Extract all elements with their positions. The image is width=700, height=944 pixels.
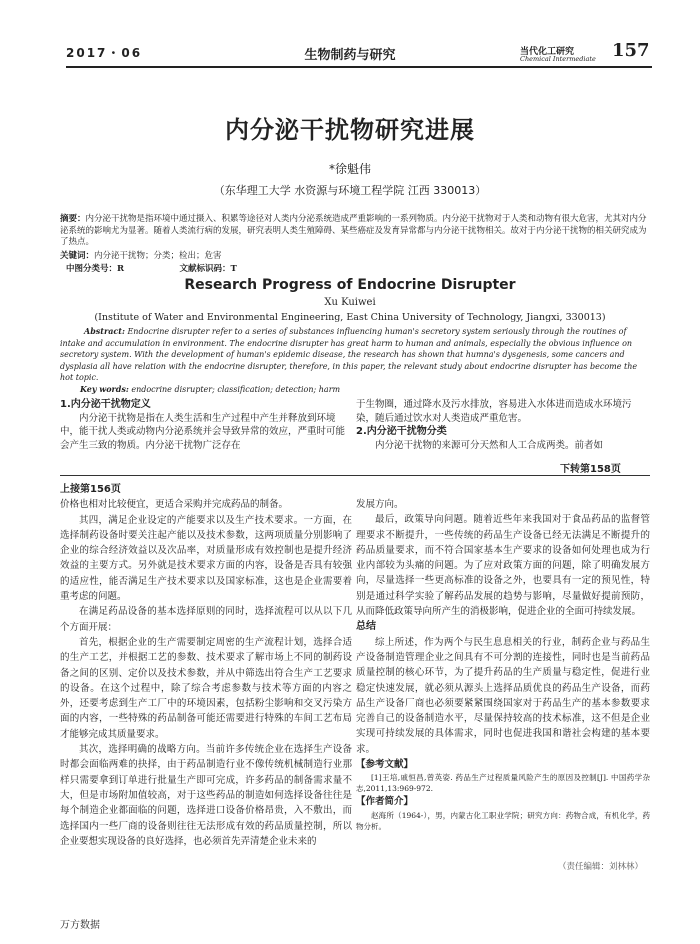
summary-text: 综上所述，作为两个与民生息息相关的行业，制药企业与药品生产设备制造管理企业之间具有不可分割的连接性，同时也是当前药品质量控制的核心环节，为了提升药品的生产质量与稳定性，促进行业稳定快速发展，就必须从源头上选择品质优良的药品生产设备，而药品生产设备厂商也必须要紧紧围绕国家对于药品生产的基本参数要求完善自己的设备制造水平，尽量保持较高的技术标准，这不但是企业实现可持续发展的具体需求，同时也促进我国和谐社会构建的基本要求。: [356, 636, 650, 755]
reference-item: [1]王培,戚恒昌,曾英姿. 药品生产过程质量风险产生的原因及控制[J]. 中国药学杂志,2011,13:969-972.: [356, 773, 650, 794]
journal-name-cn: 当代化工研究: [520, 47, 575, 57]
article-title-cn: 内分泌干扰物研究进展: [225, 116, 475, 144]
section-2-text: 内分泌干扰物的来源可分天然和人工合成两类。前者如: [375, 439, 604, 451]
bottom-left-column: [60, 482, 352, 849]
doc-code-label: 文献标识码：: [179, 264, 231, 274]
keywords-en-label: Key words:: [80, 384, 129, 394]
clc-label: 中图分类号：: [66, 264, 118, 274]
header-divider: [66, 66, 652, 68]
paragraph: 首先，根据企业的生产需要制定周密的生产流程计划，选择合适的生产工艺，并根据工艺的参数、技术要求了解市场上不同的制药设备之间的区别、定价以及技术参数，并从中筛选出符合生产工艺要求的设备。在这个过程中，除了综合考虑参数与技术等方面的内容之外，还要考虑到生产工厂中的环境因素，包括粉尘影响和交叉污染方面的内容，一些特殊的药品制备可能还需要进行特殊的车间工艺布局才能够完成其质量要求。: [60, 636, 352, 740]
abstract-en-label: Abstract:: [84, 326, 125, 336]
paragraph: 在满足药品设备的基本选择原则的同时，选择流程可以从以下几个方面开展：: [60, 606, 352, 633]
keywords-text: 内分泌干扰物；分类；检出；危害: [94, 251, 222, 261]
page-number: 157: [612, 40, 650, 61]
section-1-heading: 1.内分泌干扰物定义: [60, 399, 151, 410]
summary-heading: 总结: [356, 621, 376, 633]
abstract-en-text: Endocrine disrupter refer to a series of substances influencing human's secretory system seriously through the routines of intake and accumulation in environment. The endocrine disrupter has great harm to human and animals, especially the obvious influence on secretory system. With the development of human's epidemic disease, the research has shown that humna's dysgenesis, some cancers and dysplasia all have relation with the endocrine disrupter, therefore, in this paper, the relevant study about endocrine disrupter has become the hot topic.: [60, 327, 638, 382]
continued-from-label: 上接第156页: [60, 484, 121, 495]
keywords-en: [80, 384, 340, 394]
top-left-column: [60, 398, 352, 452]
mid-divider: [60, 475, 650, 476]
continued-to-label: 下转第158页: [560, 464, 621, 475]
paragraph: 其次，选择明确的战略方向。当前许多传统企业在选择生产设备时都会面临两难的抉择，由于药品制造行业不像传统机械制造行业那样只需要拿到订单进行批量生产即可完成，许多药品的制备需求量不大，但是市场附加值较高，对于这些药品的制造如何选择设备往往是每个制造企业都面临的问题，选择进口设备价格昂贵，入不敷出，而选择国内一些厂商的设备则往往无法形成有效的药品质量控制，所以企业要想实现设备的良好选择，也必须首先弄清楚企业未来的: [60, 744, 352, 847]
issue-label: 2017・06: [66, 46, 143, 60]
section-title: 生物制药与研究: [304, 48, 396, 63]
abstract-label: 摘要：: [60, 214, 86, 224]
author-bio-text: 赵海所（1964-），男，内蒙古化工职业学院；研究方向：药物合成，有机化学，药物分析。: [356, 810, 650, 831]
article-title-en: Research Progress of Endocrine Disrupter: [184, 277, 516, 293]
paragraph: 其四，满足企业设定的产能要求以及生产技术要求。一方面，在选择制药设备时要关注起产能以及技术参数，这两项质量分别影响了企业的综合经济效益以及次品率，对质量形成有效控制也是提升经济效益的主要方式。另外就是技术要求方面的内容，设备是否具有较强的适应性，能否满足生产技术要求以及国家标准，这也是企业需要着重考虑的问题。: [60, 514, 352, 603]
section-1-text: 内分泌干扰物是指在人类生活和生产过程中产生并释放到环境中，能干扰人类或动物内分泌系统并会导致异常的效应，严重时可能会产生三致的物质。内分泌干扰物广泛存在: [60, 412, 346, 451]
journal-name-en: Chemical Intermediate: [520, 55, 596, 63]
paragraph: 最后，政策导向问题。随着近些年来我国对于食品药品的监督管理要求不断提升，一些传统的药品生产设备已经无法满足不断提升的药品质量要求，而不符合国家基本生产要求的设备如何处理也成为行业内部较为头痛的问题。为了应对政策方面的问题，除了明确发展方向，尽量选择一些更高标准的设备之外，也要具有一定的预见性，特别是通过科学实验了解药品发展的趋势与影响，尽量做好提前预防，从而降低政策导向所产生的消极影响，促进企业的全面可持续发展。: [356, 514, 650, 618]
section-2-heading: 2.内分泌干扰物分类: [356, 426, 447, 437]
abstract-cn: [60, 214, 650, 249]
bottom-right-column: [356, 497, 650, 832]
keywords-label: 关键词：: [60, 251, 95, 261]
paragraph: 发展方向。: [356, 499, 404, 510]
abstract-en: [60, 326, 650, 384]
author-cn: *徐魁伟: [328, 162, 371, 176]
footer-source: 万方数据: [60, 920, 100, 931]
author-bio-heading: 【作者简介】: [356, 796, 414, 808]
section-1-continued: 于生物圈，通过降水及污水排放，容易进入水体进而造成水环境污染，随后通过饮水对人类造成严重危害。: [356, 399, 632, 424]
abstract-text: 内分泌干扰物是指环境中通过摄入、积累等途径对人类内分泌系统造成严重影响的一系列物质。内分泌干扰物对于人类和动物有很大危害，尤其对内分泌系统的影响尤为显著。随着人类流行病的发展，研究表明人类生殖障碍、某些癌症及发育异常都与内分泌干扰物相关。故对于内分泌干扰物的相关研究成为了热点。: [60, 214, 647, 247]
author-en: Xu Kuiwei: [324, 297, 376, 308]
editor-credit: （责任编辑：刘林林）: [558, 862, 644, 872]
affiliation-en: (Institute of Water and Environmental Engineering, East China University of Technology, Jiangxi, 330013): [94, 312, 606, 323]
clc-value: R: [117, 264, 125, 274]
classification-line: [66, 262, 237, 274]
top-right-column: [356, 398, 650, 452]
affiliation-cn: （东华理工大学 水资源与环境工程学院 江西 330013）: [213, 184, 487, 197]
paragraph: 价格也相对比较便宜，更适合采购并完成药品的制备。: [60, 499, 289, 511]
keywords-cn: [60, 249, 222, 261]
doc-code-value: T: [230, 264, 237, 274]
keywords-en-text: endocrine disrupter; classification; detection; harm: [131, 385, 341, 394]
references-heading: 【参考文献】: [356, 759, 414, 771]
